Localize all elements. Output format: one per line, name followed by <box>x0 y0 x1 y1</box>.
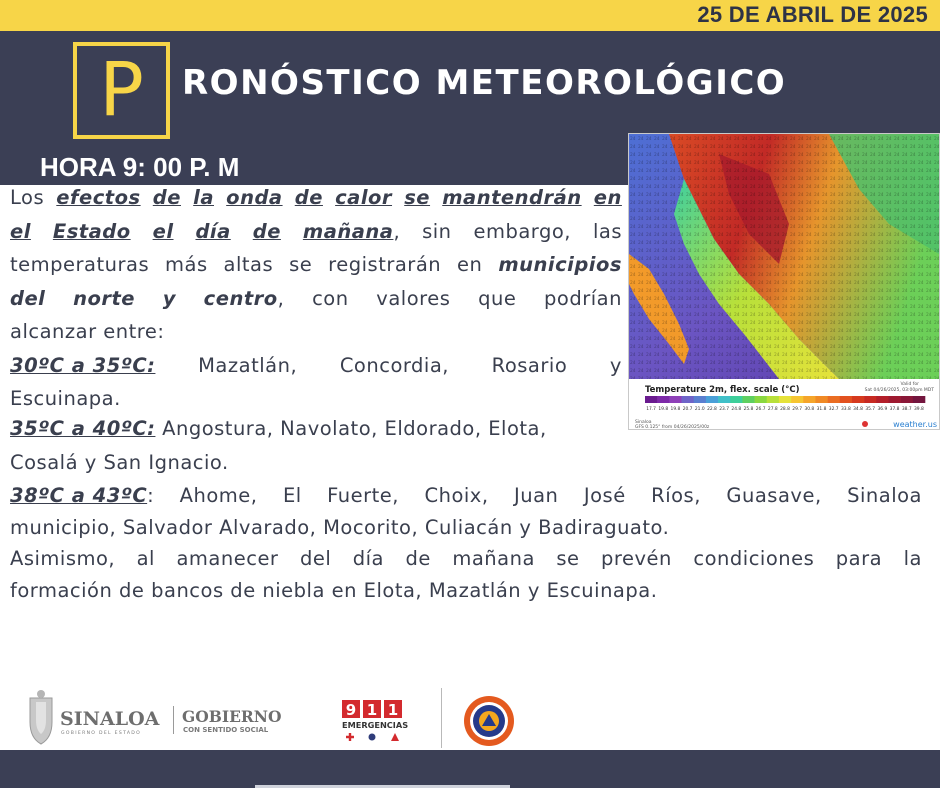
range-3-line-2: municipio, Salvador Alvarado, Mocorito, Culiacán y Badiraguato. <box>10 516 670 539</box>
word: podrían <box>544 287 622 310</box>
gobierno-wordmark: GOBIERNO <box>182 707 282 726</box>
value-grid <box>629 134 939 379</box>
word: se <box>404 186 431 209</box>
word: de <box>294 186 323 209</box>
scale-tick-label: 35.7 <box>865 407 876 412</box>
word: que <box>478 287 517 310</box>
sinaloa-wordmark: SINALOA <box>60 708 160 730</box>
word: Mazatlán, <box>198 354 298 377</box>
scale-swatch <box>718 396 730 403</box>
word: de <box>152 186 181 209</box>
word: las <box>592 220 622 243</box>
word: Concordia, <box>339 354 449 377</box>
top-bar <box>0 0 940 31</box>
proteccion-civil-logo-icon <box>464 696 514 746</box>
word: Ríos, <box>651 484 701 507</box>
scale-swatch <box>730 396 742 403</box>
word: Juan <box>513 484 559 507</box>
scale-tick-label: 31.8 <box>816 407 827 412</box>
scale-tick-label: 19.8 <box>658 407 669 412</box>
sinaloa-crest-icon <box>30 690 52 744</box>
word: el <box>10 220 31 243</box>
temperature-map <box>628 133 940 430</box>
range-1-line-2: Escuinapa. <box>10 387 121 410</box>
word: valores <box>376 287 451 310</box>
word: de <box>405 547 431 570</box>
word-group <box>303 215 400 249</box>
word: se <box>556 547 580 570</box>
scale-tick-label: 19.8 <box>670 407 681 412</box>
paragraph2-line-2: formación de bancos de niebla en Elota, Mazatlán y Escuinapa. <box>10 579 658 602</box>
time-label: HORA 9: 00 P. M <box>40 152 240 182</box>
fire-icon <box>391 733 399 741</box>
word: Guasave, <box>726 484 822 507</box>
scale-tick-label: 25.8 <box>743 407 754 412</box>
footer-logos <box>0 682 940 750</box>
scale-swatch <box>669 396 681 403</box>
emergencias-911-logo <box>342 700 408 741</box>
word: Fuerte, <box>327 484 400 507</box>
word: mañana <box>302 220 394 243</box>
title-initial: P <box>99 47 144 133</box>
word: del <box>299 547 332 570</box>
word: embargo, <box>473 220 571 243</box>
scale-tick-label: 21.0 <box>694 407 705 412</box>
text-line-4 <box>10 282 622 316</box>
scale-swatch <box>876 396 888 403</box>
range-2-line-2: Cosalá y San Ignacio. <box>10 451 229 474</box>
scale-tick-label: 29.7 <box>792 407 803 412</box>
scale-tick-label: 33.8 <box>840 407 851 412</box>
word: registrarán <box>328 253 442 276</box>
legend-title: Temperature 2m, flex. scale (°C) <box>645 385 800 395</box>
scale-swatch <box>645 396 657 403</box>
date-label: 25 DE ABRIL DE 2025 <box>697 2 928 27</box>
scale-swatch <box>913 396 925 403</box>
title-initial-box <box>73 42 170 139</box>
scale-swatch <box>840 396 852 403</box>
word: se <box>289 253 313 276</box>
scale-swatch <box>828 396 840 403</box>
scale-swatch <box>852 396 864 403</box>
scale-tick-label: 39.8 <box>914 407 924 412</box>
word: al <box>136 547 155 570</box>
word: Sinaloa <box>847 484 922 507</box>
word: el <box>152 220 174 243</box>
word: , <box>393 220 401 243</box>
region-label: Sinaloa <box>635 420 652 425</box>
towns: Angostura, Navolato, Eldorado, Elota, <box>162 417 547 440</box>
scale-tick-label: 30.8 <box>804 407 815 412</box>
word: para <box>835 547 883 570</box>
bottom-bar <box>0 750 940 788</box>
scale-swatch <box>706 396 718 403</box>
digit: 9 <box>345 701 357 719</box>
scale-swatch <box>742 396 754 403</box>
word: Estado <box>52 220 131 243</box>
range-2-line-1 <box>10 412 547 446</box>
word: con <box>312 287 349 310</box>
scale-swatch <box>888 396 900 403</box>
word: calor <box>335 186 393 209</box>
word: en <box>457 253 483 276</box>
text-line-2 <box>10 215 622 249</box>
scale-tick-label: 17.7 <box>646 407 656 412</box>
logo-divider <box>173 706 174 734</box>
word: la <box>193 186 214 209</box>
word: norte <box>73 287 136 310</box>
scale-swatch <box>791 396 803 403</box>
scale-tick-label: 26.7 <box>755 407 766 412</box>
word: más <box>165 253 208 276</box>
word: condiciones <box>693 547 815 570</box>
word: día <box>352 547 384 570</box>
range-label: 30ºC a 35ºC: <box>10 354 156 377</box>
scale-swatch <box>657 396 669 403</box>
word-group <box>204 282 285 316</box>
word: mantendrán <box>442 186 582 209</box>
scale-tick-label: 24.8 <box>731 407 742 412</box>
scale-swatch <box>694 396 706 403</box>
scale-swatch <box>755 396 767 403</box>
word: Choix, <box>424 484 489 507</box>
word: , <box>277 287 285 310</box>
word: Ahome, <box>179 484 258 507</box>
valid-time: Sat 04/26/2025, 03:00pm MDT <box>864 388 934 393</box>
digit: 1 <box>387 701 399 719</box>
scale-swatch <box>779 396 791 403</box>
scale-tick-label: 27.8 <box>767 407 778 412</box>
cross-icon <box>346 733 354 741</box>
word: onda <box>226 186 283 209</box>
range-3-line-1 <box>10 479 922 513</box>
text-line-3 <box>10 248 622 282</box>
paragraph2-line-1 <box>10 542 922 576</box>
word: amanecer <box>176 547 279 570</box>
temperature-map-graphic <box>629 134 939 429</box>
word: altas <box>223 253 274 276</box>
text-line-1 <box>10 181 622 215</box>
gobierno-subtitle: CON SENTIDO SOCIAL <box>183 726 269 734</box>
word: y <box>609 354 622 377</box>
model-label: GFS 0.125° from 04/26/2025/00z <box>635 425 710 429</box>
word: temperaturas <box>10 253 150 276</box>
logos-graphic <box>0 682 940 750</box>
word: efectos <box>56 186 141 209</box>
valid-label: Valid for <box>900 382 919 387</box>
scale-tick-label: 28.8 <box>780 407 790 412</box>
page-title: RONÓSTICO METEOROLÓGICO <box>182 63 787 103</box>
brand-label: weather.us <box>893 420 937 429</box>
word: Rosario <box>491 354 568 377</box>
separator: : <box>147 484 155 507</box>
word: y <box>162 287 176 310</box>
scale-swatch <box>682 396 694 403</box>
range-label: 38ºC a 43ºC <box>10 484 148 507</box>
word: Asimismo, <box>10 547 116 570</box>
scale-swatch <box>815 396 827 403</box>
word: centro <box>203 287 278 310</box>
scale-tick-label: 32.7 <box>828 407 839 412</box>
word: del <box>10 287 46 310</box>
word: sin <box>422 220 452 243</box>
word-group <box>10 479 154 513</box>
word: día <box>195 220 231 243</box>
scale-tick-label: 37.8 <box>889 407 900 412</box>
logo-divider <box>441 688 442 748</box>
scale-swatch <box>901 396 913 403</box>
scale-swatch <box>767 396 779 403</box>
scale-tick-label: 23.7 <box>719 407 730 412</box>
word: José <box>583 484 626 507</box>
range-1-line-1 <box>10 349 622 383</box>
scale-tick-label: 36.9 <box>877 407 888 412</box>
scale-tick-label: 38.7 <box>901 407 912 412</box>
sinaloa-subtitle: GOBIERNO DEL ESTADO <box>61 731 142 736</box>
word: prevén <box>601 547 672 570</box>
digit: 1 <box>366 701 378 719</box>
word: de <box>252 220 281 243</box>
emergencias-label: EMERGENCIAS <box>342 720 409 730</box>
word: la <box>903 547 922 570</box>
text-line-5: alcanzar entre: <box>10 320 165 343</box>
word: Los <box>10 186 45 209</box>
scale-swatch <box>864 396 876 403</box>
range-label: 35ºC a 40ºC: <box>10 417 156 440</box>
scale-tick-label: 22.8 <box>707 407 717 412</box>
scale-tick-label: 20.7 <box>682 407 693 412</box>
scale-tick-label: 34.8 <box>853 407 863 412</box>
police-icon <box>369 734 376 741</box>
flag-icon <box>862 421 868 427</box>
word: en <box>593 186 622 209</box>
word: mañana <box>452 547 535 570</box>
scale-swatch <box>803 396 815 403</box>
word: El <box>282 484 302 507</box>
word: municipios <box>498 253 622 276</box>
